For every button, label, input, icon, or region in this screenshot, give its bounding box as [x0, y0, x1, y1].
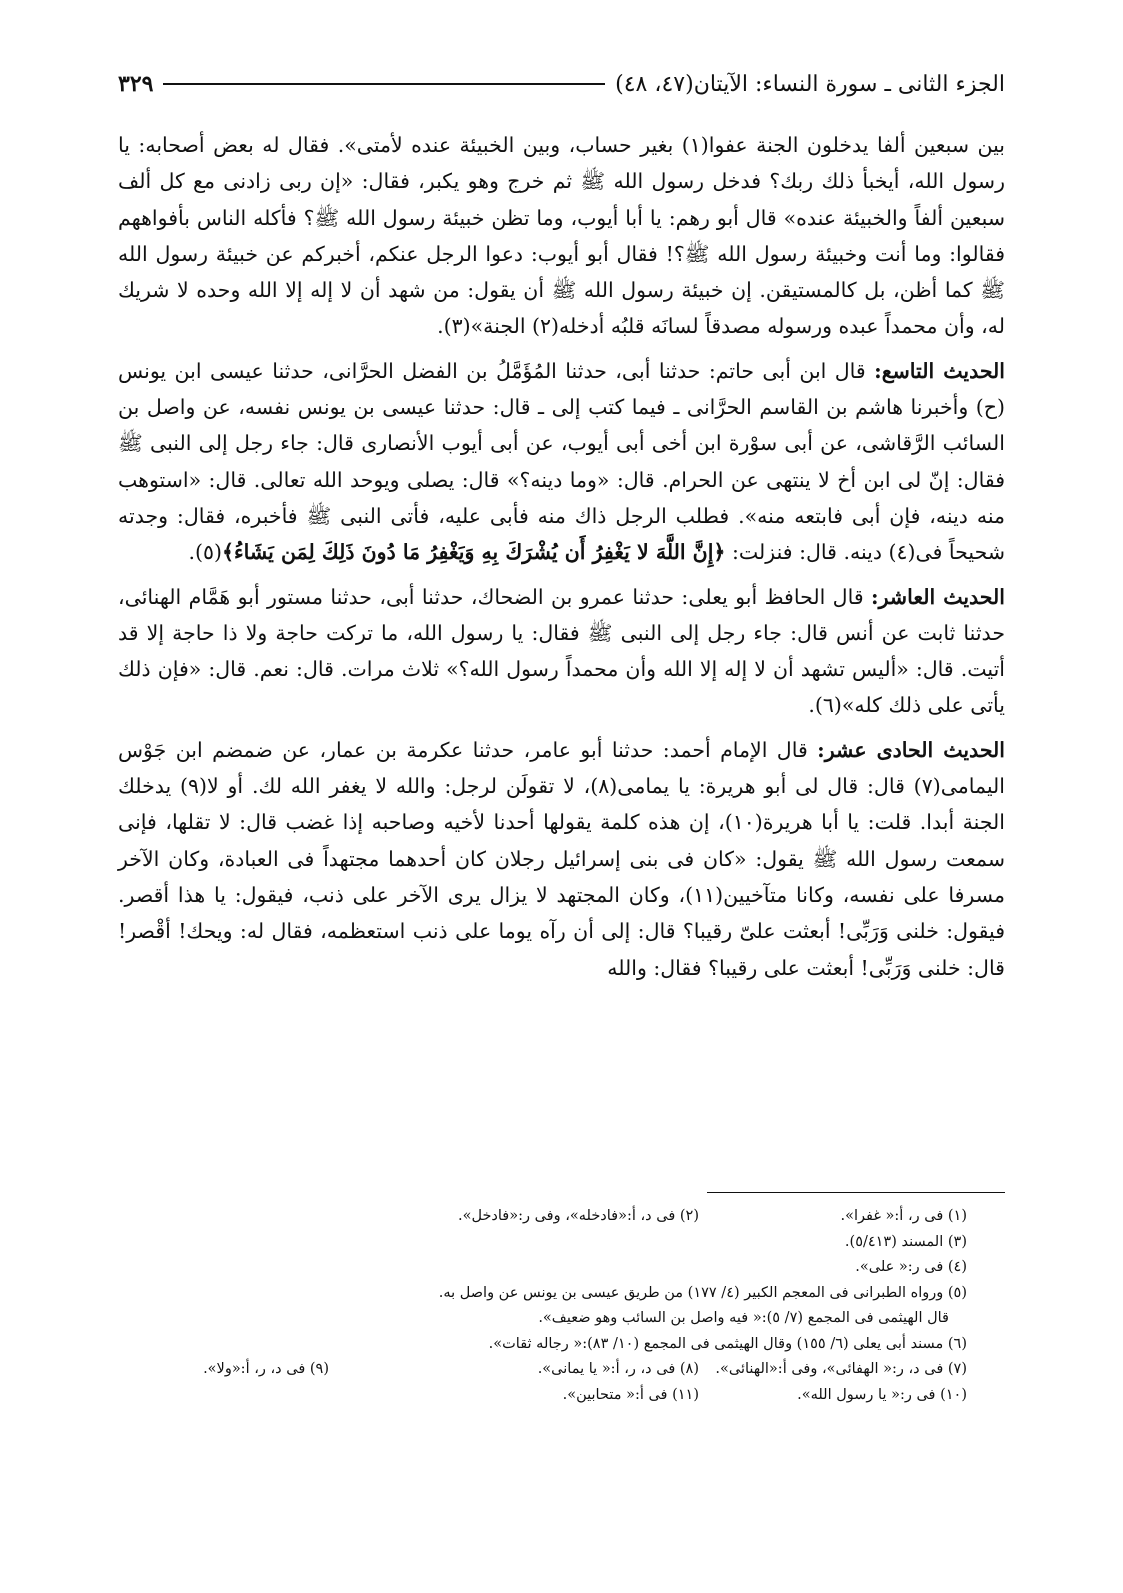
footnotes	[118, 1204, 1005, 1408]
hadith-11-text: قال الإمام أحمد: حدثنا أبو عامر، حدثنا عكرمة بن عمار، عن ضمضم ابن جَوْس اليمامى(٧) قال: قال لى أبو هريرة: يا يمامى(٨)، لا تقولَن لرجل: والله لا يغفر الله لك. أو لا(٩) يدخلك الجنة أبدا. قلت: يا أبا هريرة(١٠)، إن هذه كلمة يقولها أحدنا لأخيه وصاحبه إذا غضب قال: لا تقلها، فإنى سمعت رسول الله ﷺ يقول: «كان فى بنى إسرائيل رجلان كان أحدهما مجتهداً فى العبادة، وكان الآخر مسرفا على نفسه، وكانا متآخيين(١١)، وكان المجتهد لا يزال يرى الآخر على ذنب، فيقول: يا هذا أقصر. فيقول: خلنى وَرَبِّى! أبعثت علىّ رقيبا؟ قال: إلى أن رآه يوما على ذنب استعظمه، فقال له: ويحك! أقْصر! قال: خلنى وَرَبِّى! أبعثت على رقيبا؟ فقال: والله	[118, 737, 1006, 980]
footnote-row	[118, 1255, 1005, 1281]
paragraph-continuation: بين سبعين ألفا يدخلون الجنة عفوا(١) بغير حساب، وبين الخبيئة عنده لأمتى». فقال له بعض أصحابه: يا رسول الله، أيخبأ ذلك ربك؟ فدخل رسول الله ﷺ ثم خرج وهو يكبر، فقال: «إن ربى زادنى مع كل ألف سبعين ألفاً والخبيئة عنده» قال أبو رهم: يا أبا أيوب، وما تظن خبيئة رسول الله ﷺ؟ فأكله الناس بأفواههم فقالوا: وما أنت وخبيئة رسول الله ﷺ؟! فقال أبو أيوب: دعوا الرجل عنكم، أخبركم عن خبيئة رسول الله ﷺ كما أظن، بل كالمستيقن. إن خبيئة رسول الله ﷺ أن يقول: من شهد أن لا إله إلا الله وحده لا شريك له، وأن محمداً عبده ورسوله مصدقاً لسانَه قلبُه أدخله(٢) الجنة»(٣).	[118, 133, 1005, 339]
page-number: ٣٢٩	[118, 71, 154, 97]
footnote-row	[118, 1383, 1005, 1409]
footnote-2: (٢) فى د، أ:«فادخله»، وفى ر:«فادخل».	[457, 1208, 699, 1224]
footnote-row	[118, 1332, 1005, 1358]
footnote-9: (٩) فى د، ر، أ:«ولا».	[203, 1361, 329, 1377]
footnote-10: (١٠) فى ر:« يا رسول الله».	[797, 1386, 967, 1403]
hadith-11-heading: الحديث الحادى عشر:	[817, 737, 1005, 762]
footnote-3: (٣) المسند (٥/٤١٣).	[844, 1233, 967, 1250]
running-header	[118, 64, 1005, 104]
footnote-separator	[707, 1192, 1005, 1193]
paragraph-hadith-10	[118, 579, 1005, 724]
footnote-4: (٤) فى ر:« على».	[855, 1259, 967, 1275]
footnote-row	[118, 1281, 1005, 1307]
footnote-1: (١) فى ر، أ:« غفرا».	[840, 1208, 967, 1224]
footnote-row	[118, 1230, 1005, 1256]
footnote-7: (٧) فى د، ر:« الهفائى»، وفى أ:«الهنائى».	[715, 1361, 967, 1377]
footnote-5: (٥) ورواه الطبرانى فى المعجم الكبير (٤/ ١٧٧) من طريق عيسى بن يونس عن واصل به.	[438, 1284, 967, 1301]
footnote-row	[118, 1306, 1005, 1332]
hadith-9-footnote-ref: (٥).	[188, 540, 222, 565]
header-rule	[163, 83, 605, 85]
paragraph-hadith-11	[118, 732, 1005, 986]
footnote-6: (٦) مسند أبى يعلى (٦/ ١٥٥) وقال الهيثمى فى المجمع (١٠/ ٨٣):« رجاله ثقات».	[488, 1335, 967, 1352]
footnote-row	[118, 1357, 1005, 1383]
hadith-9-heading: الحديث التاسع:	[874, 358, 1006, 383]
hadith-10-heading: الحديث العاشر:	[871, 584, 1005, 609]
footnote-5-continued: قال الهيثمى فى المجمع (٧/ ٥):« فيه واصل بن السائب وهو ضعيف».	[538, 1310, 949, 1326]
running-header-title: الجزء الثانى ـ سورة النساء: الآيتان(٤٧، ٤٨)	[615, 71, 1005, 97]
footnote-8: (٨) فى د، ر، أ:« يا يمانى».	[537, 1361, 699, 1377]
main-text	[118, 127, 1005, 986]
hadith-9-text: قال ابن أبى حاتم: حدثنا أبى، حدثنا المُؤَمَّلُ بن الفضل الحرَّانى، حدثنا عيسى ابن يونس (ح) وأخبرنا هاشم بن القاسم الحرَّانى ـ فيما كتب إلى ـ قال: حدثنا عيسى بن يونس نفسه، عن واصل بن السائب الرَّقاشى، عن أبى سوْرة ابن أخى أبى أيوب، عن أبى أيوب الأنصارى قال: جاء رجل إلى النبى ﷺ فقال: إنّ لى ابن أخ لا ينتهى عن الحرام. قال: «وما دينه؟» قال: يصلى ويوحد الله تعالى. قال: «استوهب منه دينه، فإن أبى فابتعه منه». فطلب الرجل ذاك منه فأبى عليه، فأتى النبى ﷺ فأخبره، فقال: وجدته شحيحاً فى(٤) دينه. قال: فنزلت:	[118, 358, 1005, 565]
footnote-row	[118, 1204, 1005, 1230]
hadith-10-text: قال الحافظ أبو يعلى: حدثنا عمرو بن الضحاك، حدثنا أبى، حدثنا مستور أبو هَمَّام الهنائى، حدثنا ثابت عن أنس قال: جاء رجل إلى النبى ﷺ فقال: يا رسول الله، ما تركت حاجة ولا ذا حاجة إلا قد أتيت. قال: «أليس تشهد أن لا إله إلا الله وأن محمداً رسول الله؟» ثلاث مرات. قال: نعم. قال: «فإن ذلك يأتى على ذلك كله»(٦).	[118, 584, 1005, 718]
quran-verse: ﴿إِنَّ اللَّهَ لا يَغْفِرُ أَن يُشْرَكَ بِهِ وَيَغْفِرُ مَا دُونَ ذَلِكَ لِمَن يَشَاءُ﴾	[221, 540, 726, 565]
footnote-11: (١١) فى أ:« متحابين».	[562, 1386, 699, 1403]
paragraph-hadith-9	[118, 353, 1005, 571]
